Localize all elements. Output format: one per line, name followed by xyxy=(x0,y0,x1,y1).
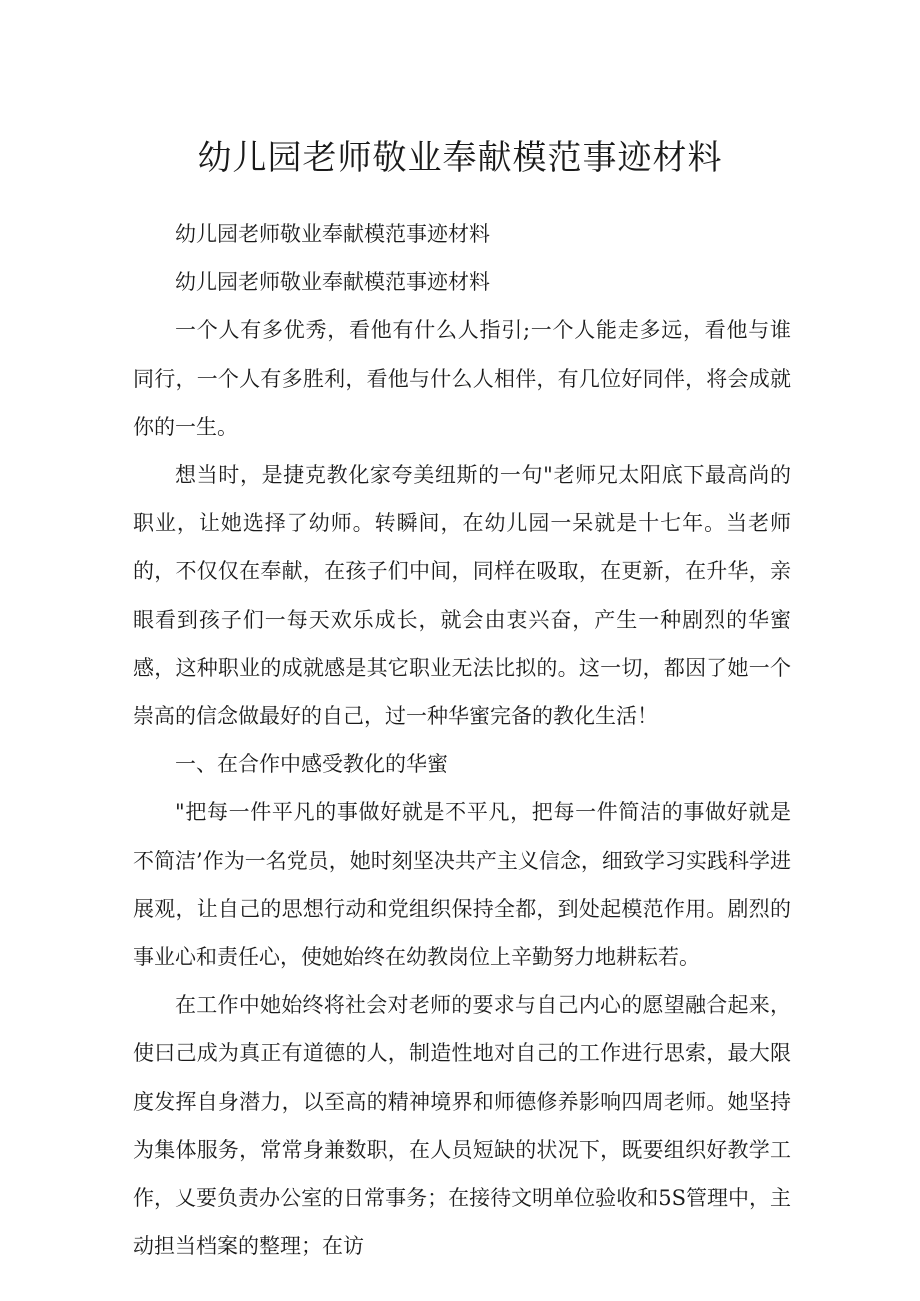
document-body xyxy=(133,210,791,1270)
paragraph: 一个人有多优秀，看他有什么人指引;一个人能走多远，看他与谁同行，一个人有多胜利，看他与什么人相伴，有几位好同伴，将会成就你的一生。 xyxy=(133,318,791,439)
paragraph: 在工作中她始终将社会对老师的要求与自己内心的愿望融合起来，使曰己成为真正有道德的人，制造性地对自己的工作进行思索，最大限度发挥自身潜力，以至高的精神境界和师德修养影响四周老师。她坚持为集体服务，常常身兼数职，在人员短缺的状况下，既要组织好教学工作，乂要负责办公室的日常事务；在接待文明单位验收和5S管理中，主动担当档案的整理；在访 xyxy=(133,993,791,1259)
paragraph: "把每一件平凡的事做好就是不平凡，把每一件简洁的事做好就是不简洁’作为一名党员，她时刻坚决共产主义信念，细致学习实践科学进展观，让自己的思想行动和党组织保持全都，到处起模范作用。剧烈的事业心和责任心，使她始终在幼教岗位上辛勤努力地耕耘若。 xyxy=(133,800,791,970)
paragraph: 幼儿园老师敬业奉献模范事迹材料 xyxy=(175,222,490,246)
section-heading: 一、在合作中感受教化的华蜜 xyxy=(175,752,448,777)
paragraph: 幼儿园老师敬业奉献模范事迹材料 xyxy=(175,270,490,295)
document-title: 幼儿园老师敬业奉献模范事迹材料 xyxy=(197,138,723,178)
paragraph: 想当时，是捷克教化家夸美纽斯的一句"老师兄太阳底下最高尚的职业，让她选择了幼师。转瞬间，在幼儿园一呆就是十七年。当老师的，不仅仅在奉献，在孩子们中间，同样在吸取，在更新，在升华，亲眼看到孩子们一每天欢乐成长，就会由衷兴奋，产生一种剧烈的华蜜感，这种职业的成就感是其它职业无法比拟的。这一切，都因了她一个崇高的信念做最好的自己，过一种华蜜完备的教化生活！ xyxy=(133,463,791,729)
